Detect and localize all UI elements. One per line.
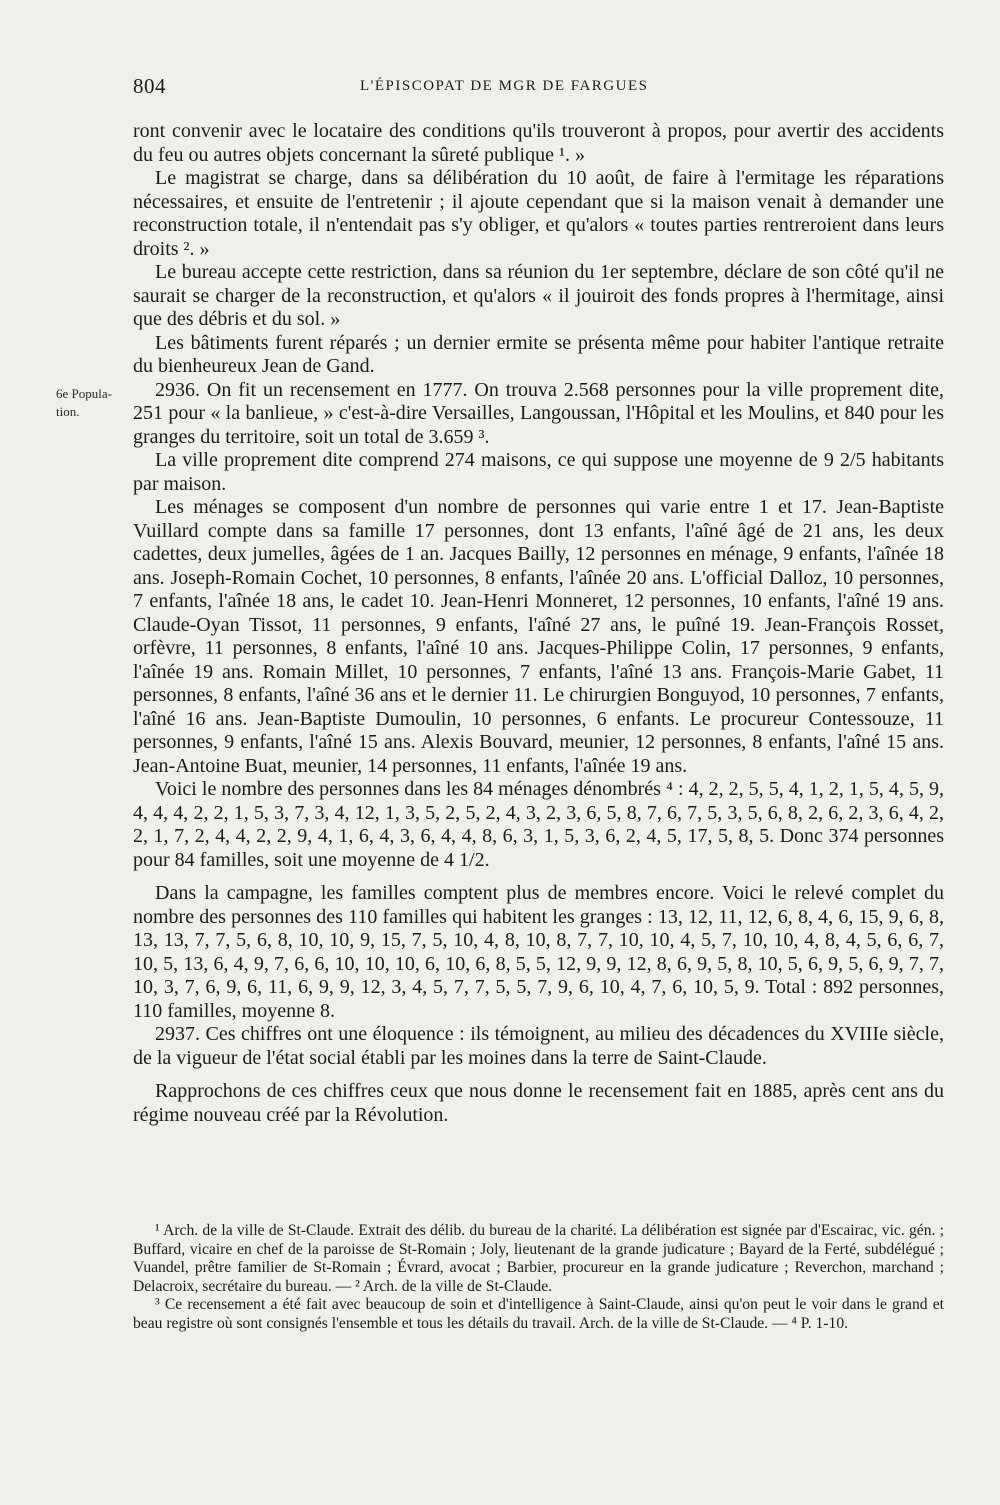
- paragraph-magistrate: Le magistrat se charge, dans sa délibération du 10 août, de faire à l'ermitage les réparations nécessaires, et ensuite de l'entretenir ; il ajoute cependant que si la maison venait à demander une reconstruction totale, il n'entendait pas s'y obliger, et qu'alors « toutes parties rentreroient dans leurs droits ². »: [133, 167, 944, 260]
- footnotes: [133, 1222, 944, 1334]
- paragraph-households: Les ménages se composent d'un nombre de personnes qui varie entre 1 et 17. Jean-Baptiste Vuillard compte dans sa famille 17 personnes, dont 13 enfants, l'aîné âgé de 21 ans, les deux cadettes, deux jumelles, âgées de 1 an. Jacques Bailly, 12 personnes en ménage, 9 enfants, l'aînée 18 ans. Joseph-Romain Cochet, 10 personnes, 8 enfants, l'aînée 20 ans. L'official Dalloz, 10 personnes, 7 enfants, l'aînée 18 ans, le cadet 10. Jean-Henri Monneret, 12 personnes, 10 enfants, l'aîné 19 ans. Claude-Oyan Tissot, 11 personnes, 9 enfants, l'aîné 27 ans, le puîné 19. Jean-François Rosset, orfèvre, 11 personnes, 8 enfants, l'aîné 10 ans. Jacques-Philippe Colin, 17 personnes, 9 enfants, l'aînée 19 ans. Romain Millet, 10 personnes, 7 enfants, l'aîné 13 ans. François-Marie Gabet, 11 personnes, 8 enfants, l'aîné 36 ans et le dernier 11. Le chirurgien Bonguyod, 10 personnes, 7 enfants, l'aîné 16 ans. Jean-Baptiste Dumoulin, 10 personnes, 6 enfants. Le procureur Contessouze, 11 personnes, 9 enfants, l'aîné 15 ans. Alexis Bouvard, meunier, 12 personnes, 8 enfants, l'aîné 15 ans. Jean-Antoine Buat, meunier, 14 personnes, 11 enfants, l'aînée 19 ans.: [133, 496, 944, 777]
- page-number: 804: [133, 74, 166, 98]
- paragraph-houses: La ville proprement dite comprend 274 maisons, ce qui suppose une moyenne de 9 2/5 habitants par maison.: [133, 449, 944, 495]
- paragraph-continuation: ront convenir avec le locataire des conditions qu'ils trouveront à propos, pour avertir des accidents du feu ou autres objets concernant la sûreté publique ¹. »: [133, 120, 944, 166]
- paragraph-2936: 2936. On fit un recensement en 1777. On trouva 2.568 personnes pour la ville proprement dite, 251 pour « la banlieue, » c'est-à-dire Versailles, Langoussan, l'Hôpital et les Moulins, et 840 pour les granges du territoire, soit un total de 3.659 ³.: [133, 378, 944, 448]
- margin-note: [56, 385, 130, 421]
- footnote-3-4: ³ Ce recensement a été fait avec beaucoup de soin et d'intelligence à Saint-Claude, ainsi qu'on peut le voir dans le grand et beau registre où sont consignés l'ensemble et tous les détails du travail. Arch. de la ville de St-Claude. — ⁴ P. 1-10.: [133, 1296, 944, 1332]
- margin-note-line2: tion.: [56, 404, 80, 419]
- paragraph-1885: Rapprochons de ces chiffres ceux que nous donne le recensement fait en 1885, après cent ans du régime nouveau créé par la Révolution.: [133, 1080, 944, 1126]
- running-head: L'ÉPISCOPAT DE MGR DE FARGUES: [360, 78, 649, 94]
- paragraph-buildings: Les bâtiments furent réparés ; un dernier ermite se présenta même pour habiter l'antique retraite du bienheureux Jean de Gand.: [133, 331, 944, 377]
- body-text: [133, 120, 944, 1127]
- footnote-1-2: ¹ Arch. de la ville de St-Claude. Extrait des délib. du bureau de la charité. La délibération est signée par d'Escairac, vic. gén. ; Buffard, vicaire en chef de la paroisse de St-Romain ; Joly, lieutenant de la grande judicature ; Bayard de la Ferté, subdélégué ; Vuandel, prêtre familier de St-Romain ; Évrard, avocat ; Barbier, procureur en la grande judicature ; Reverchon, marchand ; Delacroix, secrétaire du bureau. — ² Arch. de la ville de St-Claude.: [133, 1222, 944, 1295]
- paragraph-bureau: Le bureau accepte cette restriction, dans sa réunion du 1er septembre, déclare de son côté qu'il ne saurait se charger de la reconstruction, et qu'alors « il jouiroit des fonds propres à l'hermitage, ainsi que des débris et du sol. »: [133, 261, 944, 330]
- paragraph-countryside: Dans la campagne, les familles comptent plus de membres encore. Voici le relevé complet du nombre des personnes des 110 familles qui habitent les granges : 13, 12, 11, 12, 6, 8, 4, 6, 15, 9, 6, 8, 13, 13, 7, 7, 5, 6, 8, 10, 10, 9, 15, 7, 5, 10, 4, 8, 10, 8, 7, 7, 10, 10, 4, 5, 7, 10, 10, 4, 8, 4, 5, 6, 6, 7, 10, 5, 13, 6, 4, 9, 7, 6, 6, 10, 10, 10, 6, 10, 6, 8, 5, 5, 12, 9, 9, 12, 8, 6, 9, 5, 8, 10, 5, 6, 9, 5, 6, 9, 7, 7, 10, 3, 7, 6, 9, 6, 11, 6, 9, 9, 12, 3, 4, 5, 7, 7, 5, 5, 7, 9, 6, 10, 4, 7, 6, 10, 5, 9. Total : 892 personnes, 110 familles, moyenne 8.: [133, 882, 944, 1022]
- paragraph-84-households: Voici le nombre des personnes dans les 84 ménages dénombrés ⁴ : 4, 2, 2, 5, 5, 4, 1, 2, 1, 5, 4, 5, 9, 4, 4, 4, 2, 2, 1, 5, 3, 7, 3, 4, 12, 1, 3, 5, 2, 5, 2, 4, 3, 2, 3, 6, 5, 8, 7, 6, 7, 5, 3, 5, 6, 8, 2, 6, 2, 3, 6, 4, 2, 2, 1, 7, 2, 4, 4, 2, 2, 9, 4, 1, 6, 4, 3, 6, 4, 4, 8, 6, 3, 1, 5, 3, 6, 2, 4, 5, 17, 5, 8, 5. Donc 374 personnes pour 84 familles, soit une moyenne de 4 1/2.: [133, 778, 944, 871]
- margin-note-line1: 6e Popula-: [56, 386, 112, 401]
- paragraph-2937: 2937. Ces chiffres ont une éloquence : ils témoignent, au milieu des décadences du XVIIIe siècle, de la vigueur de l'état social établi par les moines dans la terre de Saint-Claude.: [133, 1023, 944, 1069]
